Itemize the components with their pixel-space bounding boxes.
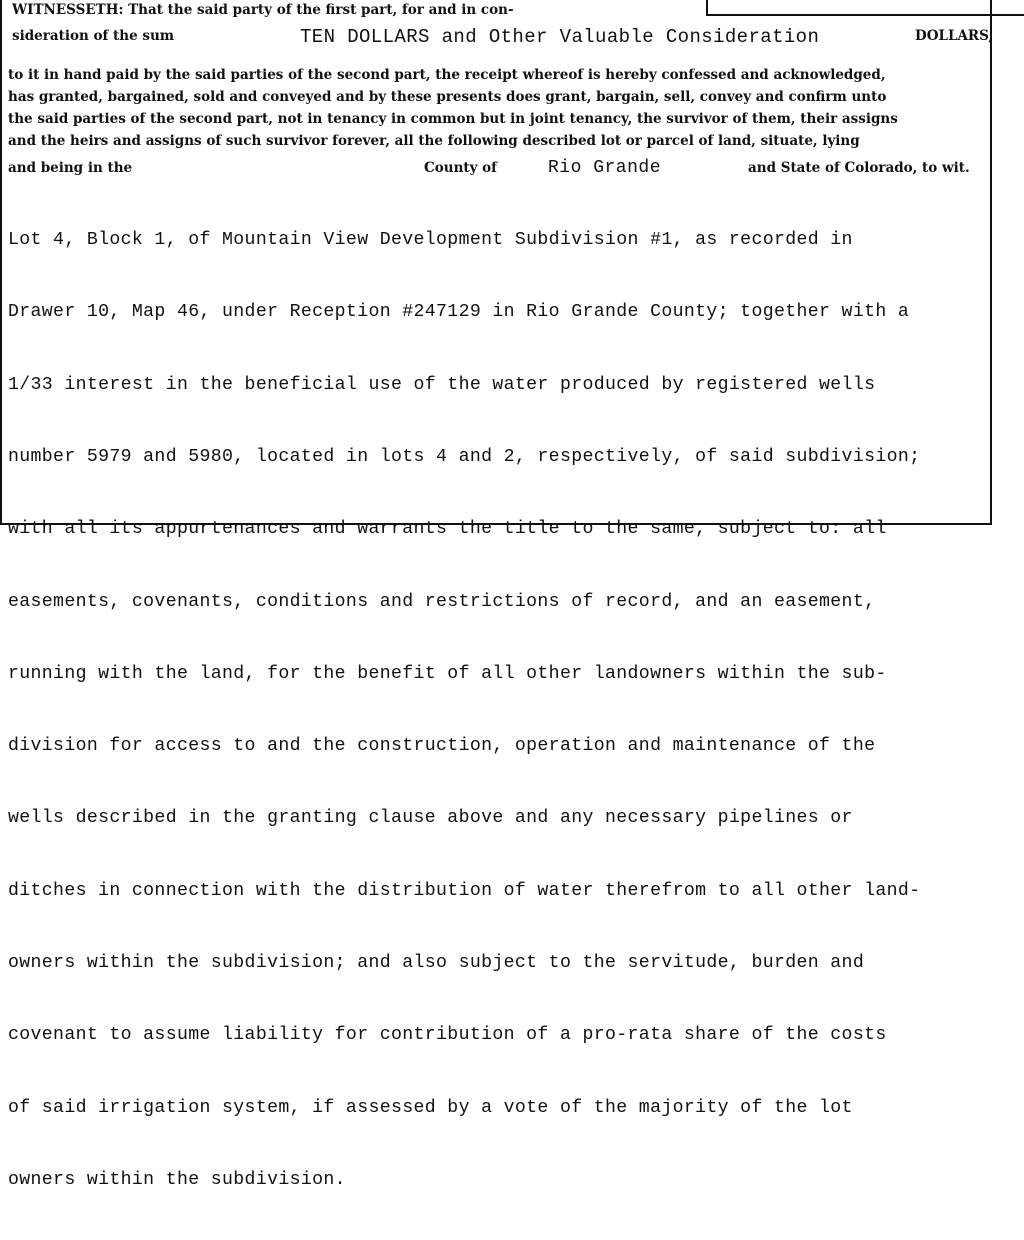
witnesseth-line: WITNESSETH: That the said party of the first part, for and in con-	[12, 2, 514, 18]
grant-clause-line: has granted, bargained, sold and conveyed and by these presents does grant, bargain, sell, convey and confirm unto	[8, 89, 887, 105]
county-label: County of	[424, 160, 497, 176]
legal-description-line: number 5979 and 5980, located in lots 4 and 2, respectively, of said subdivision;	[8, 447, 921, 468]
top-right-rule-tick	[706, 0, 708, 16]
legal-description-line: owners within the subdivision.	[8, 1169, 346, 1190]
legal-description-line: covenant to assume liability for contribution of a pro-rata share of the costs	[8, 1025, 887, 1046]
dollars-label: DOLLARS,	[915, 28, 994, 44]
legal-description-line: 1/33 interest in the beneficial use of the water produced by registered wells	[8, 374, 876, 395]
legal-description-line: with all its appurtenances and warrants the title to the same, subject to: all	[8, 519, 887, 540]
state-suffix: and State of Colorado, to wit.	[748, 160, 970, 176]
legal-description	[8, 180, 920, 1240]
legal-description-line: owners within the subdivision; and also subject to the servitude, burden and	[8, 953, 865, 973]
consideration-value: TEN DOLLARS and Other Valuable Consideration	[300, 26, 820, 48]
top-right-rule	[706, 14, 1024, 16]
county-value: Rio Grande	[548, 158, 662, 178]
grant-clause-line: to it in hand paid by the said parties of the second part, the receipt whereof is hereby confessed and acknowledged,	[8, 67, 886, 83]
legal-description-line: running with the land, for the benefit of all other landowners within the sub-	[8, 663, 887, 684]
legal-description-line: easements, covenants, conditions and restrictions of record, and an easement,	[8, 591, 876, 612]
legal-description-line: division for access to and the construction, operation and maintenance of the	[8, 736, 876, 757]
location-prefix: and being in the	[8, 160, 133, 176]
grant-clause-line: the said parties of the second part, not in tenancy in common but in joint tenancy, the survivor of them, their assigns	[8, 111, 898, 127]
consideration-label: sideration of the sum	[12, 28, 175, 44]
legal-description-line: ditches in connection with the distribution of water therefrom to all other land-	[8, 880, 921, 901]
legal-description-line: wells described in the granting clause above and any necessary pipelines or	[8, 808, 853, 829]
grant-clause-line: and the heirs and assigns of such survivor forever, all the following described lot or parcel of land, situate, lying	[8, 133, 860, 149]
legal-description-line: Drawer 10, Map 46, under Reception #247129 in Rio Grande County; together with a	[8, 302, 910, 323]
legal-description-line: Lot 4, Block 1, of Mountain View Development Subdivision #1, as recorded in	[8, 230, 853, 251]
legal-description-line: of said irrigation system, if assessed by a vote of the majority of the lot	[8, 1097, 853, 1118]
